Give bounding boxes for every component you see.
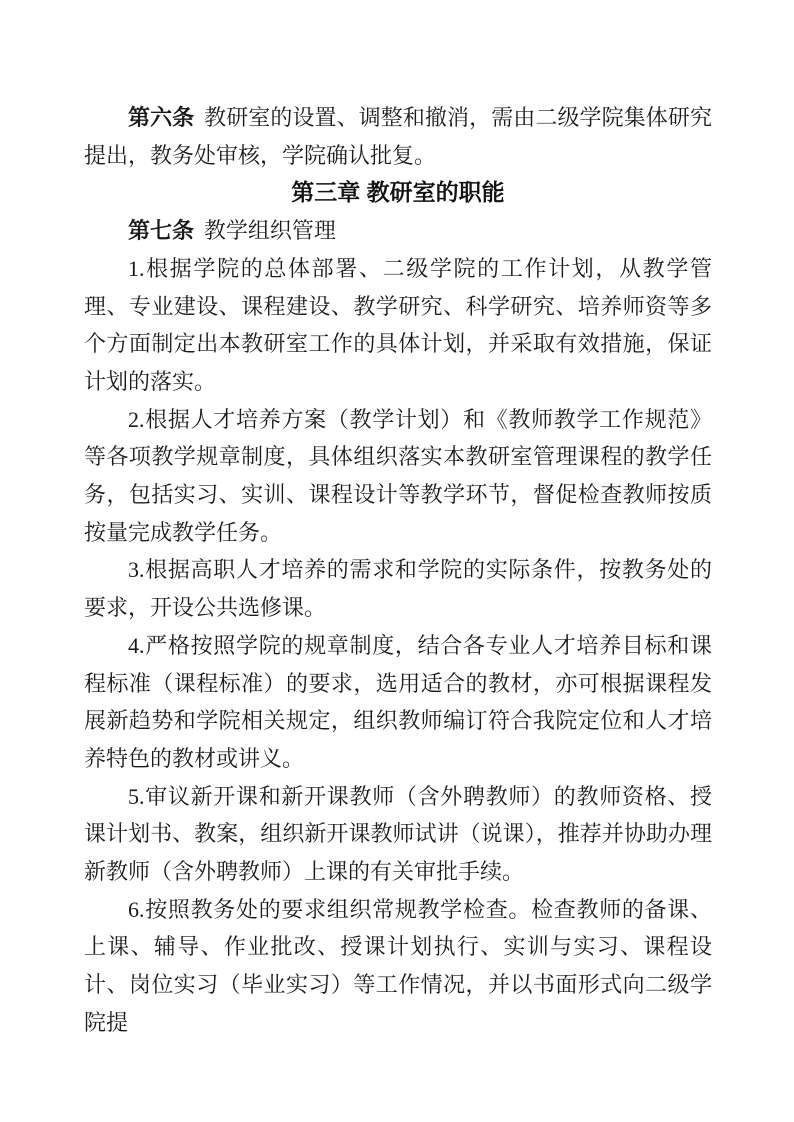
article-7-number: 第七条 bbox=[128, 218, 195, 244]
list-item-2: 2.根据人才培养方案（教学计划）和《教师教学工作规范》等各项教学规章制度，具体组织落实本教研室管理课程的教学任务，包括实习、实训、课程设计等教学环节，督促检查教师按质按量完成教学任务。 bbox=[84, 406, 712, 545]
paragraph-article-6 bbox=[84, 99, 712, 174]
list-item-4: 4.严格按照学院的规章制度，结合各专业人才培养目标和课程标准（课程标准）的要求，选用适合的教材，亦可根据课程发展新趋势和学院相关规定，组织教师编订符合我院定位和人才培养特色的教材或讲义。 bbox=[84, 632, 712, 771]
article-7-text: 教学组织管理 bbox=[203, 218, 336, 244]
paragraph-article-7 bbox=[84, 212, 712, 250]
list-item-3: 3.根据高职人才培养的需求和学院的实际条件，按教务处的要求，开设公共选修课。 bbox=[84, 557, 712, 621]
list-item-6: 6.按照教务处的要求组织常规教学检查。检查教师的备课、上课、辅导、作业批改、授课计划执行、实训与实习、课程设计、岗位实习（毕业实习）等工作情况，并以书面形式向二级学院提 bbox=[84, 896, 712, 1035]
list-item-1: 1.根据学院的总体部署、二级学院的工作计划，从教学管理、专业建设、课程建设、教学研究、科学研究、培养师资等多个方面制定出本教研室工作的具体计划，并采取有效措施，保证计划的落实。 bbox=[84, 255, 712, 394]
chapter-3-heading: 第三章 教研室的职能 bbox=[291, 179, 505, 206]
article-6-number: 第六条 bbox=[128, 105, 195, 130]
article-6-text: 教研室的设置、调整和撤消，需由二级学院集体研究提出，教务处审核，学院确认批复。 bbox=[84, 105, 712, 168]
list-item-5: 5.审议新开课和新开课教师（含外聘教师）的教师资格、授课计划书、教案，组织新开课教师试讲（说课），推荐并协助办理新教师（含外聘教师）上课的有关审批手续。 bbox=[84, 783, 712, 885]
